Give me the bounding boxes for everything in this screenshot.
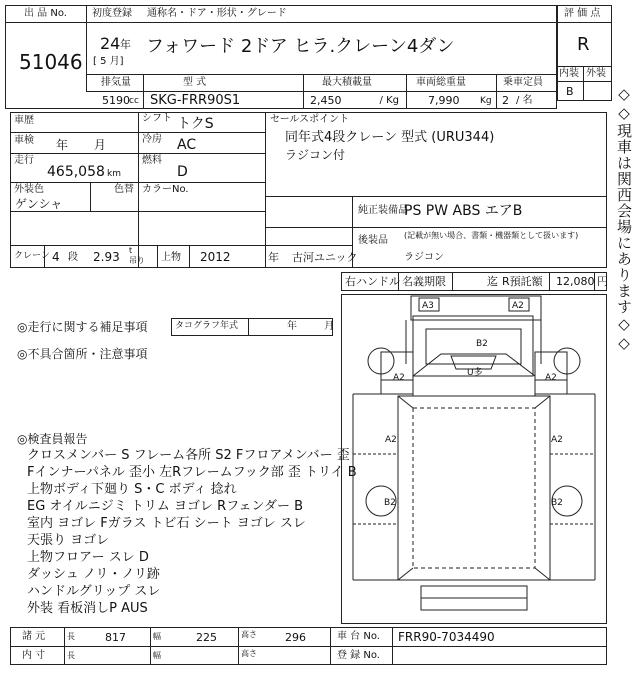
max-load-unit: / Kg: [379, 95, 399, 106]
dims-label: 諸 元: [22, 631, 46, 642]
mileage-label: 走行: [14, 155, 34, 166]
upper-maker: 古河ユニック: [292, 251, 358, 264]
reg-label: 登 録 No.: [337, 650, 380, 661]
equipment-value: PS PW ABS エアB: [404, 203, 523, 219]
capacity-label: 乗車定員: [503, 77, 543, 88]
displacement: 5190: [102, 94, 130, 107]
report-line: ハンドルグリップ スレ: [27, 584, 161, 599]
width-label: 幅: [153, 632, 161, 641]
inspection-value: 年 月: [56, 138, 106, 152]
displacement-unit: cc: [129, 96, 139, 106]
shift-value: トクS: [177, 116, 214, 132]
mark-b2-rear-left: B2: [384, 498, 396, 508]
chassis-label: 車 台 No.: [337, 631, 380, 642]
mark-u-floor: U多: [467, 368, 483, 378]
sales-point-1: 同年式4段クレーン 型式 (URU344): [285, 130, 495, 145]
report-line: 上物ボディ下廻り S・C ボディ 捻れ: [27, 482, 237, 497]
length-value: 817: [105, 631, 126, 644]
max-load: 2,450: [310, 94, 342, 107]
report-line: 室内 ヨゴレ Fガラス トビ石 シート ヨゴレ スレ: [27, 516, 306, 531]
aftermarket-label: 後装品: [358, 235, 388, 246]
inner-label: 内 寸: [22, 650, 46, 661]
mileage-unit: km: [107, 169, 121, 179]
report-line: 天張り ヨゴレ: [27, 533, 110, 548]
report-line: クロスメンバー S フレーム各所 S2 Fフロアメンバー 歪: [27, 448, 350, 463]
reg-year-unit: 年: [120, 38, 131, 51]
model-code: SKG-FRR90S1: [150, 93, 241, 108]
inspection-label: 車検: [14, 135, 34, 146]
recycle-label: R預託額: [502, 275, 543, 288]
recycle-unit: 円: [597, 275, 608, 288]
lot-label: 出 品 No.: [24, 8, 67, 19]
length-label: 長: [67, 632, 75, 641]
equipment-label: 純正装備品: [358, 205, 408, 216]
gross-weight-unit: Kg: [480, 96, 492, 106]
shift-label: シフト: [142, 113, 172, 124]
recycle-amount: 12,080: [556, 275, 595, 288]
report-line: EG オイルニジミ トリム ヨゴレ Rフェンダー B: [27, 499, 304, 514]
cab-top-outline: [413, 316, 533, 376]
inner-length-label: 長: [67, 651, 75, 660]
aftermarket-note: (記載が無い場合、書類・機器類として扱います): [404, 231, 579, 240]
steering: 右ハンドル: [345, 275, 400, 288]
crane-label: クレーン: [14, 251, 50, 261]
tacho-value: 年 月: [287, 321, 335, 332]
aftermarket-value: ラジコン: [404, 252, 444, 263]
color-label: 外装色: [14, 184, 44, 195]
exterior-label: 外装: [586, 68, 606, 79]
transfer-label: 迄: [487, 275, 498, 288]
inner-height-label: 高さ: [241, 649, 257, 658]
ac-value: AC: [177, 137, 197, 153]
mark-a2-right-door: A2: [545, 373, 557, 383]
color-no-label: 色替: [114, 184, 134, 195]
width-value: 225: [196, 631, 217, 644]
mark-a2-left-gate: A2: [385, 435, 397, 445]
running-notes-label: ◎走行に関する補足事項: [17, 320, 148, 334]
upper-year-unit: 年: [268, 251, 279, 264]
cargo-bed: [398, 396, 550, 580]
type-label: 型 式: [183, 77, 207, 88]
rating-label: 評 価 点: [564, 8, 601, 19]
displacement-label: 排気量: [101, 77, 131, 88]
mark-a2-right-gate: A2: [551, 435, 563, 445]
inspector-report: [27, 447, 357, 617]
tacho-label: タコグラフ年式: [175, 321, 239, 331]
bed-floor: [413, 408, 535, 568]
history-label: 車歴: [14, 115, 34, 126]
ac-label: 冷房: [142, 134, 162, 145]
defect-label: ◎不具合箇所・注意事項: [17, 347, 148, 361]
crane-capacity-unit: t: [129, 246, 133, 255]
max-load-label: 最大積載量: [322, 77, 372, 88]
report-line: ダッシュ ノリ・ノリ跡: [27, 567, 160, 582]
side-notice: ◇◇現車は関西会場にあります◇◇: [615, 85, 633, 353]
model-name: フォワード 2ドア ヒラ.クレーン4ダン: [146, 36, 455, 57]
upper-year: 2012: [200, 250, 231, 264]
reg-month: [ 5 月]: [93, 56, 124, 67]
capacity-unit: / 名: [516, 95, 533, 106]
mark-a3: A3: [422, 301, 434, 311]
lot-number: 51046: [19, 50, 83, 74]
mark-a2-top: A2: [512, 301, 524, 311]
report-line: 外装 看板消しP AUS: [27, 601, 148, 616]
model-label: 通称名・ドア・形状・グレード: [147, 8, 287, 19]
chassis-value: FRR90-7034490: [398, 630, 495, 644]
crane-capacity-sub: 吊り: [129, 256, 145, 265]
interior-label: 内装: [559, 68, 579, 79]
mark-b2-cab: B2: [476, 339, 488, 349]
gross-weight: 7,990: [428, 94, 460, 107]
fuel-value: D: [177, 164, 188, 180]
mileage: 465,058: [47, 164, 105, 180]
color-value: ゲンシャ: [15, 197, 63, 211]
crane-stages: 4: [52, 250, 60, 264]
mark-a2-left-door: A2: [393, 373, 405, 383]
height-value: 296: [285, 631, 306, 644]
first-reg-label: 初度登録: [92, 8, 132, 19]
truck-diagram: [341, 294, 607, 624]
header-frame: [5, 5, 557, 109]
fuel-label: 燃料: [142, 155, 162, 166]
rating-value: R: [577, 34, 590, 55]
report-line: 上物フロアー スレ D: [27, 550, 149, 565]
height-label: 高さ: [241, 630, 257, 639]
color-code-label: カラーNo.: [142, 184, 189, 195]
reg-year: 24: [100, 34, 121, 53]
mark-b2-rear-right: B2: [551, 498, 563, 508]
gross-weight-label: 車両総重量: [416, 77, 466, 88]
sales-points-label: セールスポイント: [270, 114, 350, 125]
name-change-label: 名義期限: [402, 275, 446, 288]
crane-capacity: 2.93: [93, 250, 120, 264]
capacity: 2: [502, 94, 509, 107]
report-line: Fインナーパネル 歪小 左Rフレームフック部 歪 トリイ B: [27, 465, 357, 480]
crane-stages-unit: 段: [68, 252, 78, 263]
inspector-label: ◎検査員報告: [17, 432, 88, 446]
sales-point-2: ラジコン付: [285, 148, 346, 162]
windshield-outline: [426, 329, 521, 364]
inner-width-label: 幅: [153, 651, 161, 660]
interior-grade: B: [566, 85, 574, 98]
upper-label: 上物: [161, 252, 181, 263]
